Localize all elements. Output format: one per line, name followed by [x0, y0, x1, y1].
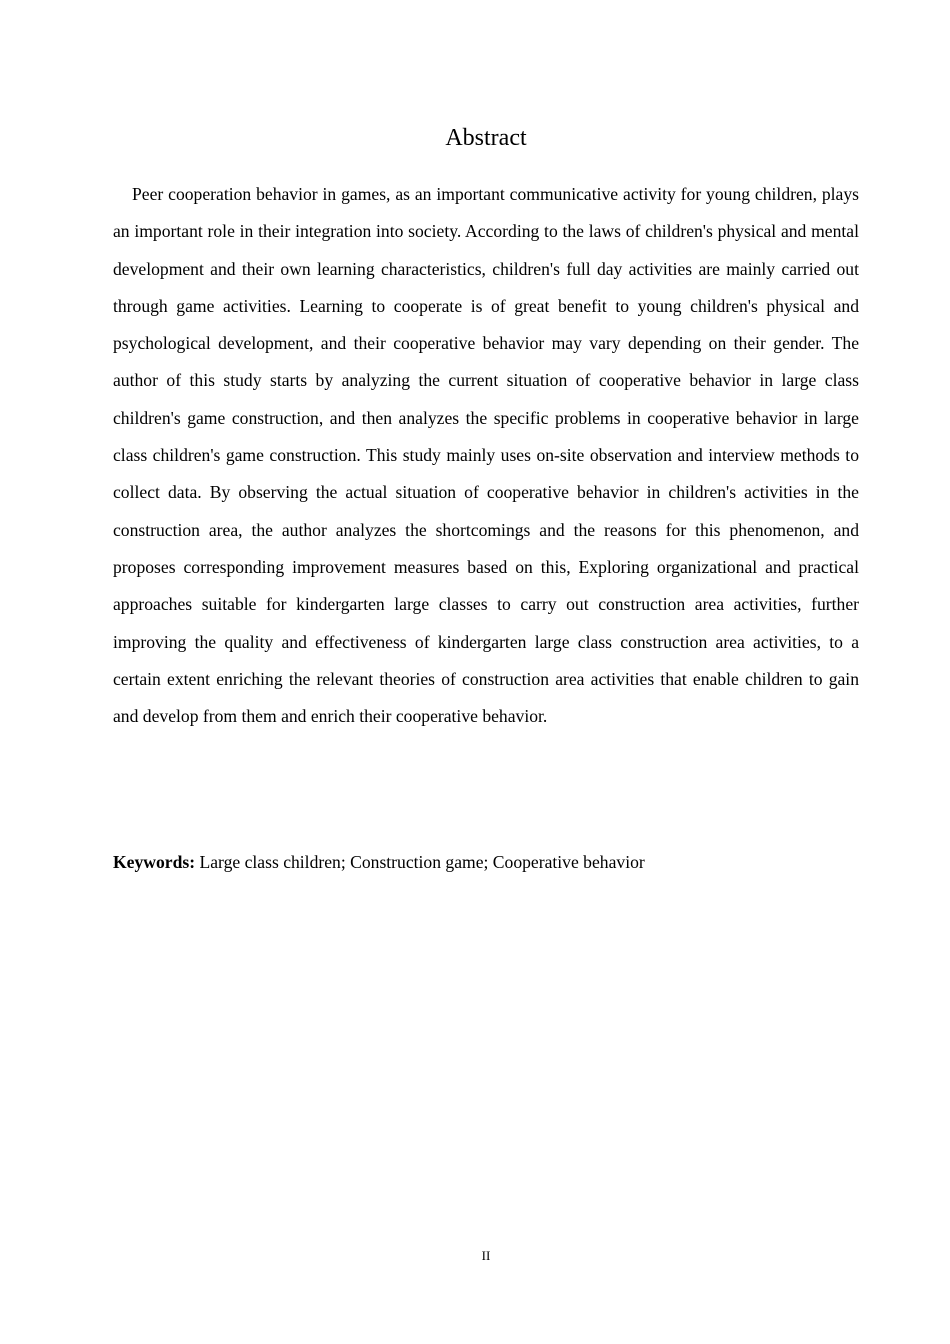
abstract-body: Peer cooperation behavior in games, as an important communicative activity for young children, plays an important role in their integration into society. According to the laws of children's physical and mental development and their own learning characteristics, children's full day activities are mainly carried out through game activities. Learning to cooperate is of great benefit to young children's physical and psychological development, and their cooperative behavior may vary depending on their gender. The author of this study starts by analyzing the current situation of cooperative behavior in large class children's game construction, and then analyzes the specific problems in cooperative behavior in large class children's game construction. This study mainly uses on-site observation and interview methods to collect data. By observing the actual situation of cooperative behavior in children's activities in the construction area, the author analyzes the shortcomings and the reasons for this phenomenon, and proposes corresponding improvement measures based on this, Exploring organizational and practical approaches suitable for kindergarten large classes to carry out construction area activities, further improving the quality and effectiveness of kindergarten large class construction area activities, to a certain extent enriching the relevant theories of construction area activities that enable children to gain and develop from them and enrich their cooperative behavior.	[113, 184, 859, 727]
page-number: II	[481, 1248, 491, 1263]
keywords-label: Keywords:	[113, 852, 196, 872]
keywords-line	[113, 848, 859, 876]
abstract-title: Abstract	[445, 125, 527, 151]
keywords-text: Large class children; Construction game; Cooperative behavior	[195, 852, 645, 872]
